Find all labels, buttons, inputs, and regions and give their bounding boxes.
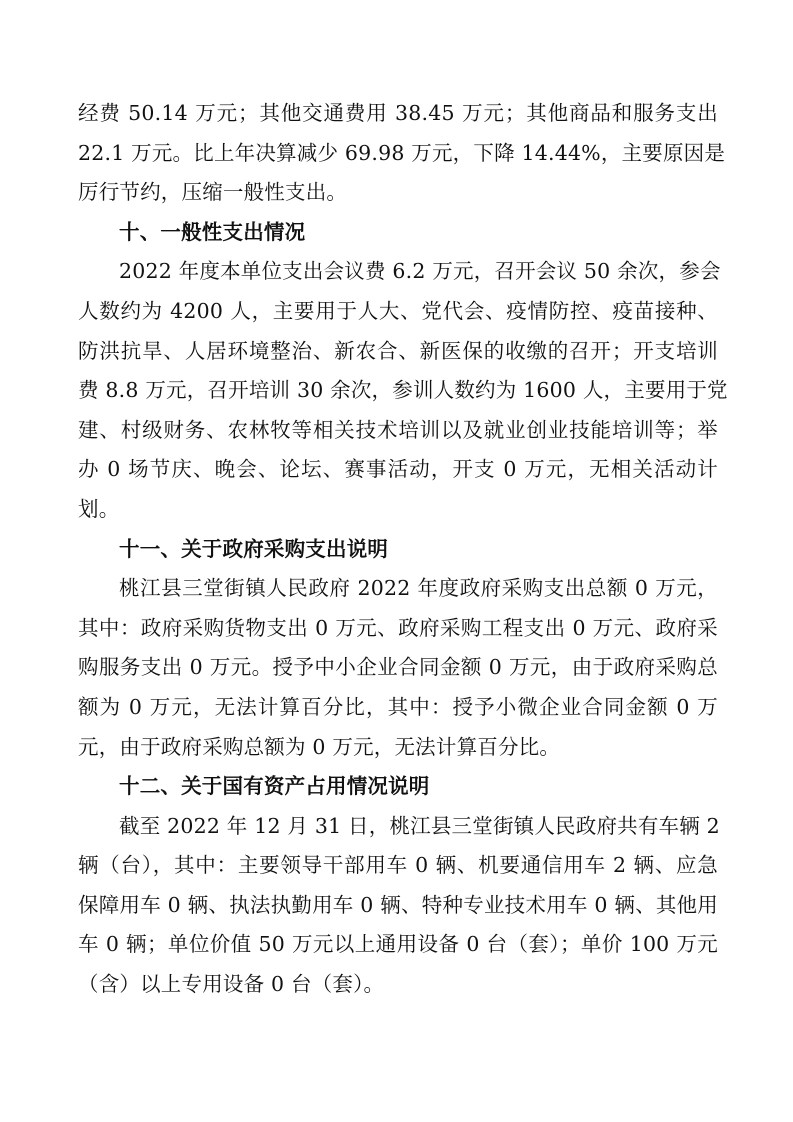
- document-page: [78, 94, 728, 1005]
- paragraph-line: 保障用车 0 辆、执法执勤用车 0 辆、特种专业技术用车 0 辆、其他用: [78, 892, 718, 917]
- paragraph-line: 厉行节约，压缩一般性支出。: [78, 180, 348, 205]
- paragraph-line: 人数约为 4200 人，主要用于人大、党代会、疫情防控、疫苗接种、: [78, 298, 718, 323]
- section-heading: 十一、关于政府采购支出说明: [119, 536, 389, 561]
- paragraph-line: 建、村级财务、农林牧等相关技术培训以及就业创业技能培训等；举: [78, 417, 718, 442]
- paragraph-line: 经费 50.14 万元；其他交通费用 38.45 万元；其他商品和服务支出: [78, 101, 718, 125]
- paragraph-line: 车 0 辆；单位价值 50 万元以上通用设备 0 台（套）；单价 100 万元: [78, 932, 718, 957]
- paragraph-line: 截至 2022 年 12 月 31 日，桃江县三堂街镇人民政府共有车辆 2: [119, 813, 720, 838]
- paragraph-line: 费 8.8 万元，召开培训 30 余次，参训人数约为 1600 人，主要用于党: [78, 378, 728, 403]
- paragraph-line: （含）以上专用设备 0 台（套）。: [78, 972, 385, 997]
- paragraph-line: 辆（台），其中：主要领导干部用车 0 辆、机要通信用车 2 辆、应急: [78, 853, 718, 878]
- paragraph-line: 购服务支出 0 万元。授予中小企业合同金额 0 万元，由于政府采购总: [78, 655, 718, 680]
- paragraph-line: 其中：政府采购货物支出 0 万元、政府采购工程支出 0 万元、政府采: [78, 615, 718, 640]
- paragraph-line: 额为 0 万元，无法计算百分比，其中：授予小微企业合同金额 0 万: [78, 694, 718, 719]
- section-heading: 十二、关于国有资产占用情况说明: [119, 774, 430, 799]
- paragraph-line: 桃江县三堂街镇人民政府 2022 年度政府采购支出总额 0 万元，: [119, 576, 718, 601]
- paragraph-line: 防洪抗旱、人居环境整治、新农合、新医保的收缴的召开；开支培训: [78, 338, 718, 363]
- paragraph-line: 划。: [78, 496, 120, 521]
- paragraph-line: 22.1 万元。比上年决算减少 69.98 万元，下降 14.44%，主要原因是: [78, 140, 726, 165]
- section-heading: 十、一般性支出情况: [119, 219, 306, 244]
- paragraph-line: 办 0 场节庆、晚会、论坛、赛事活动，开支 0 万元，无相关活动计: [78, 457, 718, 482]
- paragraph-line: 2022 年度本单位支出会议费 6.2 万元，召开会议 50 余次，参会: [119, 259, 721, 284]
- paragraph-line: 元，由于政府采购总额为 0 万元，无法计算百分比。: [78, 734, 561, 759]
